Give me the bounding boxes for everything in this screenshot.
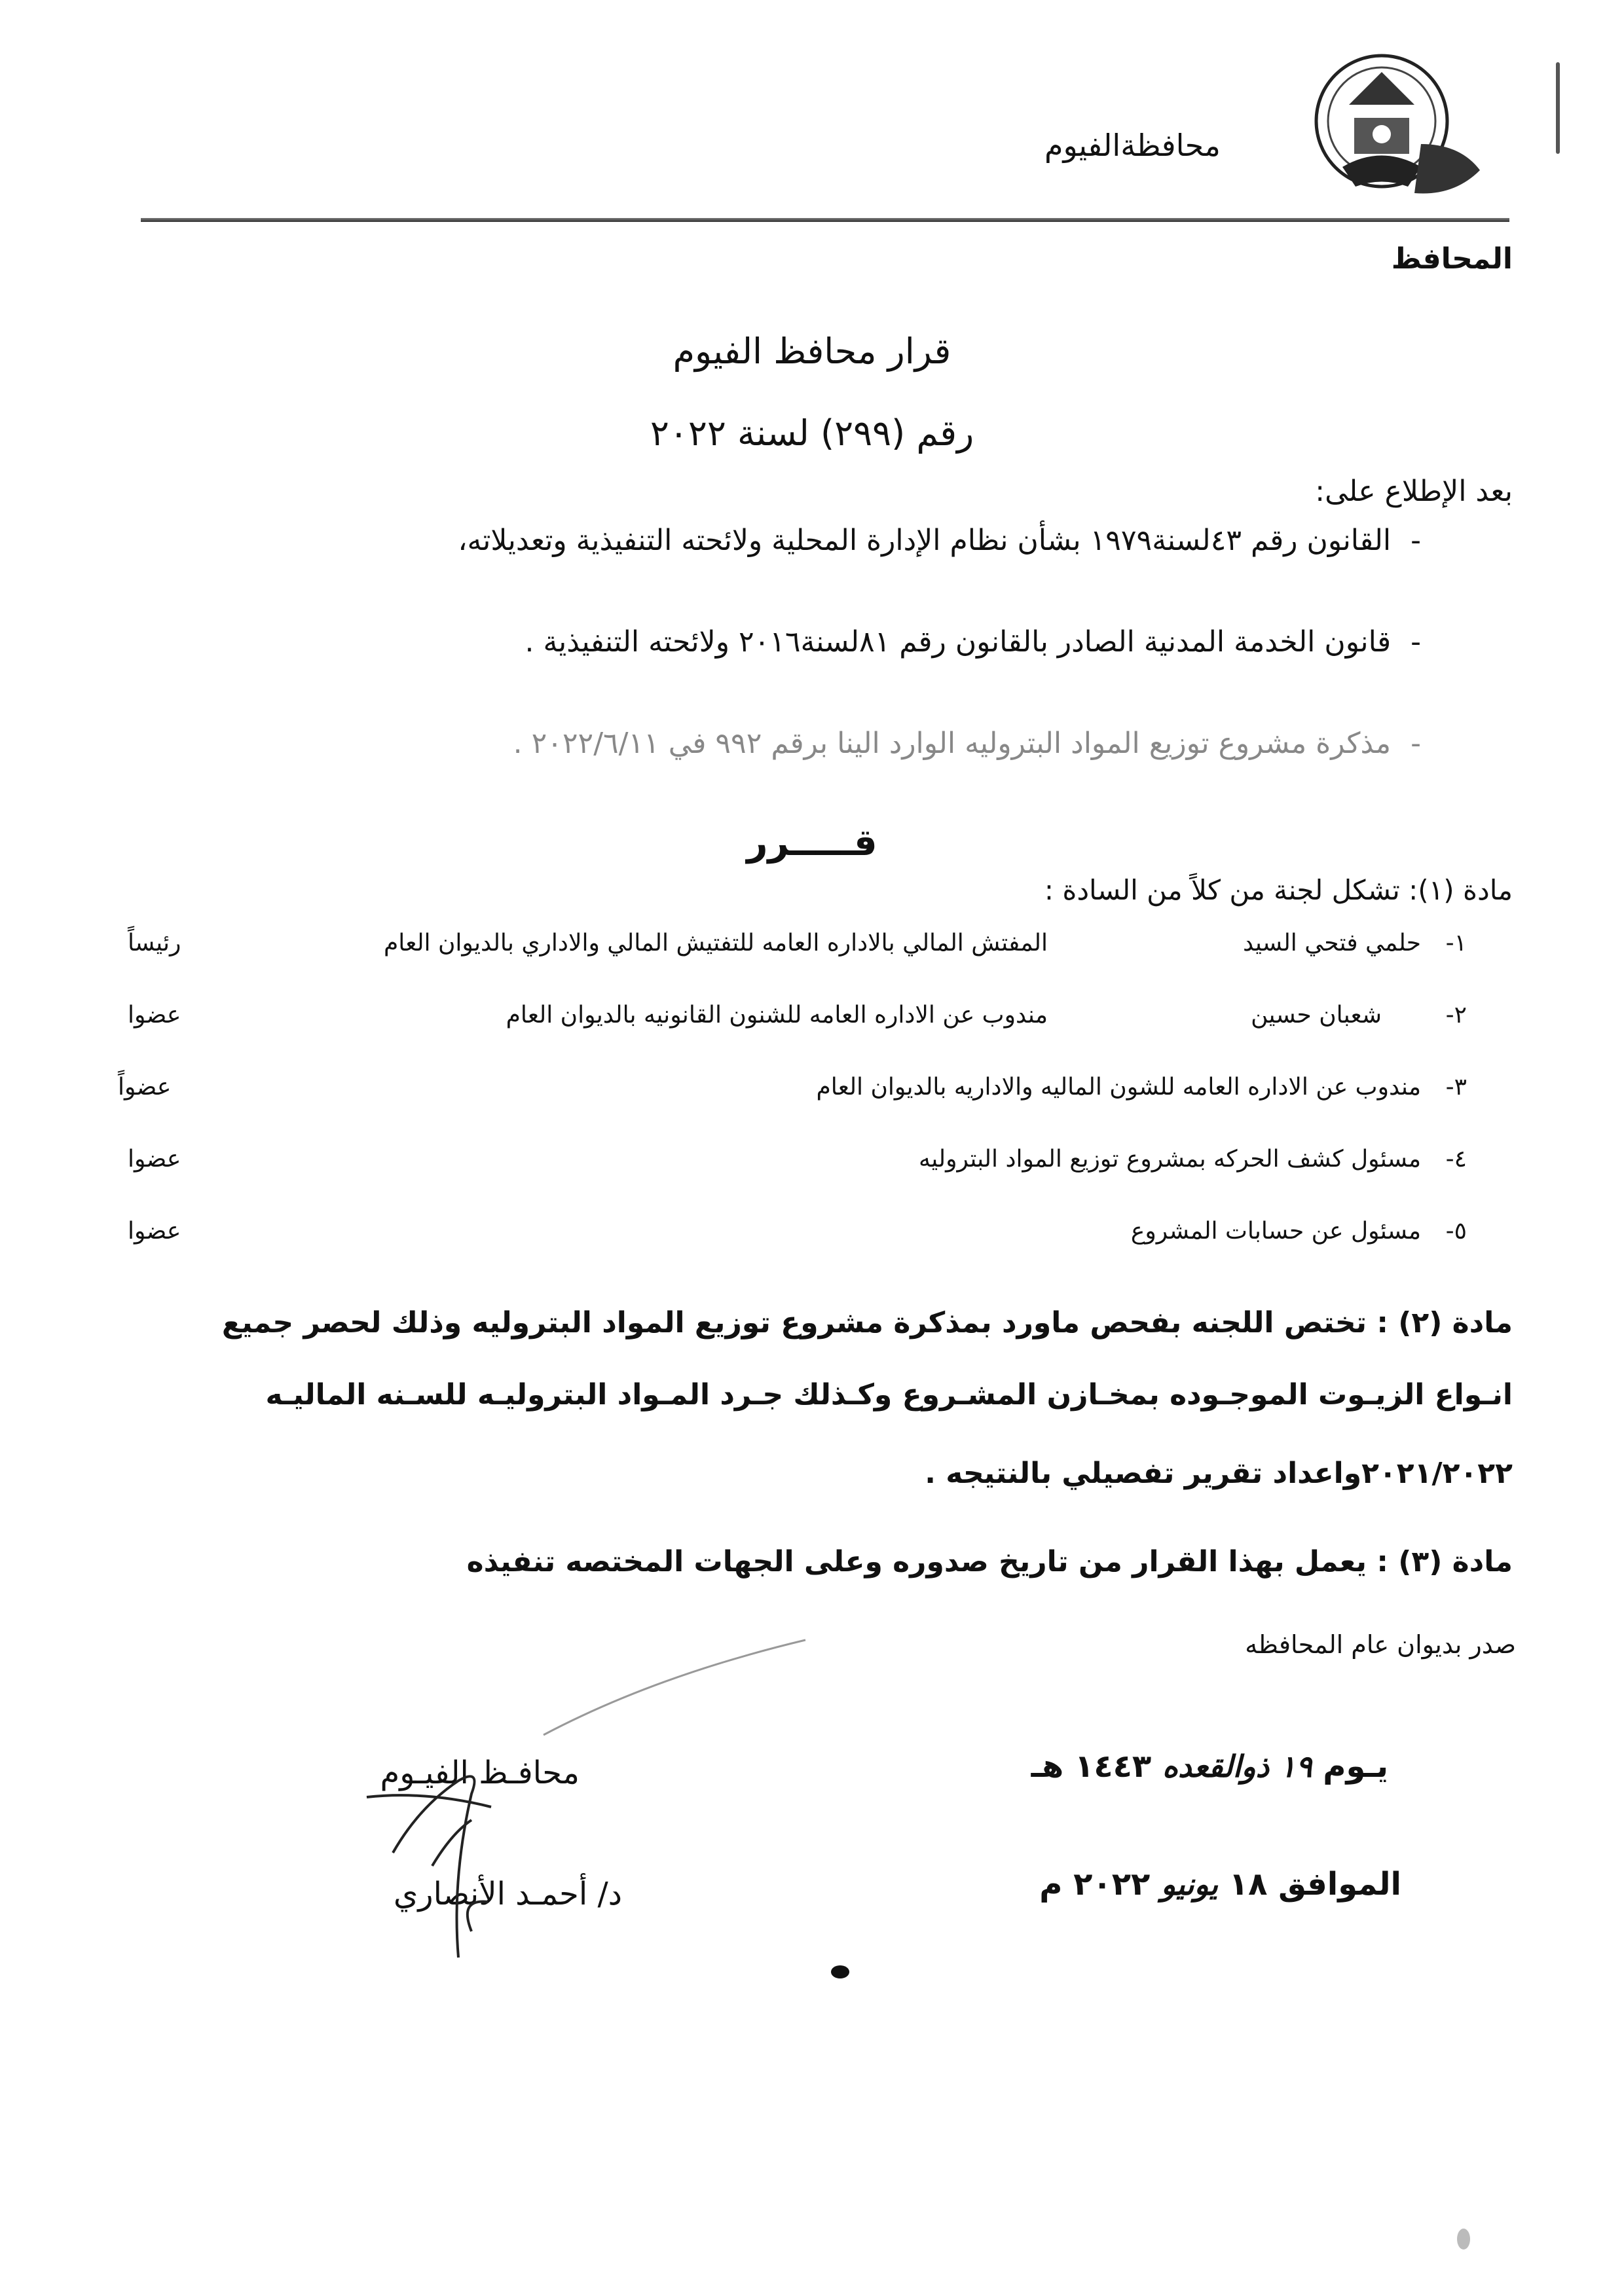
signatory-title: محافـظ الفيـوم	[380, 1755, 580, 1791]
recital-dash: -	[1411, 524, 1421, 557]
member-position: رئيساً	[128, 930, 181, 957]
article-2-line-2: انـواع الزيـوت الموجـوده بمخـازن المشـروع وكـذلك جـرد المـواد البتروليـه للسـنه الماليـه	[265, 1378, 1513, 1412]
gregorian-handwritten: يونيو	[1161, 1867, 1219, 1902]
decree-heading: قـــــرر	[747, 822, 877, 864]
governorate-logo	[1303, 46, 1493, 210]
article-3: مادة (٣) : يعمل بهذا القرار من تاريخ صدوره وعلى الجهات المختصه تنفيذه	[466, 1545, 1513, 1578]
member-position: عضوا	[128, 1218, 181, 1245]
signatory-name: د/ أحمـد الأنصاري	[393, 1876, 622, 1912]
gregorian-prefix: الموافق	[1278, 1866, 1401, 1903]
member-role: مندوب عن الاداره العامه للشنون القانونيه بالديوان العام	[506, 1002, 1048, 1029]
member-name: حلمي فتحي السيد	[1242, 930, 1421, 957]
decree-title: قرار محافظ الفيوم	[673, 331, 951, 372]
member-number: ٤-	[1445, 1146, 1467, 1173]
member-position: عضوا	[128, 1002, 181, 1029]
gregorian-suffix: م	[1039, 1866, 1063, 1903]
decree-number: رقم (٢٩٩) لسنة ٢٠٢٢	[650, 412, 974, 454]
member-role: مندوب عن الاداره العامه للشون الماليه والاداريه بالديوان العام	[816, 1074, 1421, 1101]
hijri-prefix: يـوم	[1323, 1748, 1388, 1785]
recital-1	[458, 524, 1421, 557]
hijri-date	[1031, 1748, 1388, 1785]
member-name: شعبان حسين	[1251, 1002, 1382, 1029]
recital-text: مذكرة مشروع توزيع المواد البتروليه الوارد الينا برقم ٩٩٢ في ٢٠٢٢/٦/١١ .	[513, 727, 1392, 760]
member-number: ٢-	[1445, 1002, 1467, 1029]
hijri-suffix: هـ	[1031, 1748, 1064, 1785]
gregorian-date	[1039, 1866, 1401, 1903]
recital-3	[513, 727, 1421, 760]
gregorian-day: ١٨	[1228, 1866, 1268, 1903]
hijri-year: ١٤٤٣	[1075, 1748, 1152, 1785]
recital-text: قانون الخدمة المدنية الصادر بالقانون رقم ٨١لسنة٢٠١٦ ولائحته التنفيذية .	[525, 625, 1392, 659]
recital-2	[525, 625, 1421, 659]
member-number: ٥-	[1445, 1218, 1467, 1245]
recital-text: القانون رقم ٤٣لسنة١٩٧٩ بشأن نظام الإدارة المحلية ولائحته التنفيذية وتعديلاته،	[458, 524, 1392, 557]
article-2-line-3: ٢٠٢١/٢٠٢٢واعداد تقرير تفصيلي بالنتيجه .	[925, 1457, 1513, 1490]
recitals-intro: بعد الإطلاع على:	[1315, 475, 1513, 508]
member-position: عضوا	[128, 1146, 181, 1173]
member-role: مسئول عن حسابات المشروع	[1130, 1218, 1421, 1245]
recital-dash: -	[1411, 625, 1421, 659]
department-label: المحافظ	[1391, 242, 1513, 276]
org-name: محافظةالفيوم	[1044, 128, 1221, 163]
member-role: مسئول كشف الحركه بمشروع توزيع المواد البتروليه	[918, 1146, 1421, 1173]
member-role: المفتش المالي بالاداره العامه للتفتيش المالي والاداري بالديوان العام	[383, 930, 1048, 957]
header-divider	[141, 218, 1509, 222]
recital-dash: -	[1411, 727, 1421, 760]
scan-edge-mark	[1556, 62, 1560, 154]
member-number: ١-	[1445, 930, 1467, 957]
member-position: عضواً	[118, 1074, 172, 1101]
issued-at: صدر بديوان عام المحافظه	[1245, 1630, 1516, 1659]
article-1-heading: مادة (١): تشكل لجنة من كلاً من السادة :	[1044, 874, 1513, 906]
article-2-line-1: مادة (٢) : تختص اللجنه بفحص ماورد بمذكرة مشروع توزيع المواد البتروليه وذلك لحصر جميع	[221, 1306, 1513, 1339]
gregorian-year: ٢٠٢٢	[1073, 1866, 1151, 1903]
member-number: ٣-	[1445, 1074, 1467, 1101]
hijri-handwritten: ١٩ ذوالقعده	[1162, 1749, 1312, 1784]
